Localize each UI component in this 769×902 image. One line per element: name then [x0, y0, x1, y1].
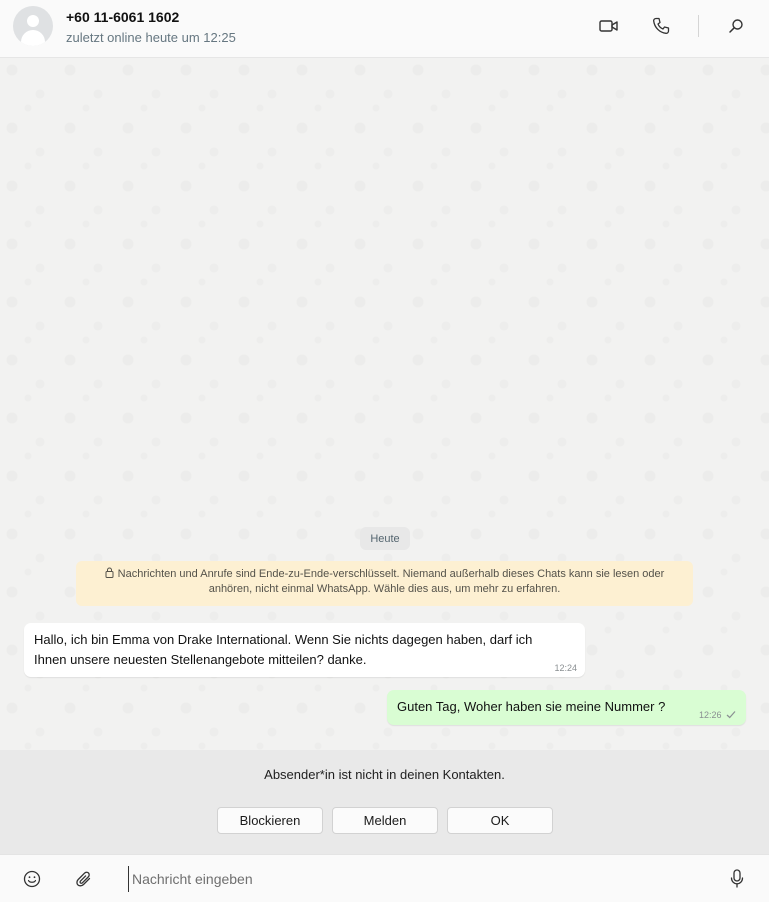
- video-call-icon[interactable]: [598, 15, 620, 37]
- block-button[interactable]: Blockieren: [217, 807, 323, 834]
- encryption-notice[interactable]: [76, 561, 693, 606]
- message-composer: [0, 854, 769, 902]
- attach-icon[interactable]: [73, 868, 95, 890]
- report-button[interactable]: Melden: [332, 807, 438, 834]
- ok-button[interactable]: OK: [447, 807, 553, 834]
- lock-icon: [105, 567, 114, 578]
- avatar-body: [21, 30, 45, 46]
- sent-check-icon: [726, 710, 736, 719]
- microphone-icon[interactable]: [726, 868, 748, 890]
- incoming-message[interactable]: [24, 623, 585, 677]
- outgoing-message-time: 12:26: [699, 710, 722, 720]
- encryption-notice-text: Nachrichten und Anrufe sind Ende-zu-Ende-verschlüsselt. Niemand außerhalb dieses Chats kann sie lesen oder anhören, nicht einmal WhatsApp. Wähle dies aus, um mehr zu erfahren.: [117, 568, 665, 595]
- search-icon[interactable]: [725, 15, 747, 37]
- message-input[interactable]: [128, 866, 688, 892]
- emoji-icon[interactable]: [21, 868, 43, 890]
- contact-name[interactable]: +60 11-6061 1602: [66, 9, 180, 25]
- voice-call-icon[interactable]: [650, 15, 672, 37]
- header-divider: [698, 15, 699, 37]
- unknown-contact-text: Absender*in ist nicht in deinen Kontakten.: [264, 767, 505, 782]
- chat-area[interactable]: [0, 58, 769, 750]
- incoming-message-time: 12:24: [554, 663, 577, 673]
- unknown-contact-bar: [0, 750, 769, 854]
- outgoing-message-text: Guten Tag, Woher haben sie meine Nummer ?: [397, 699, 666, 714]
- chat-header: [0, 0, 769, 58]
- contact-status: zuletzt online heute um 12:25: [66, 30, 236, 45]
- date-chip: Heute: [360, 527, 410, 550]
- avatar-head: [27, 15, 39, 27]
- outgoing-message[interactable]: [387, 690, 746, 725]
- avatar[interactable]: [13, 6, 53, 46]
- incoming-message-text: Hallo, ich bin Emma von Drake International. Wenn Sie nichts dagegen haben, darf ich Ihnen unsere neuesten Stellenangebote mitteilen? danke.: [34, 632, 533, 667]
